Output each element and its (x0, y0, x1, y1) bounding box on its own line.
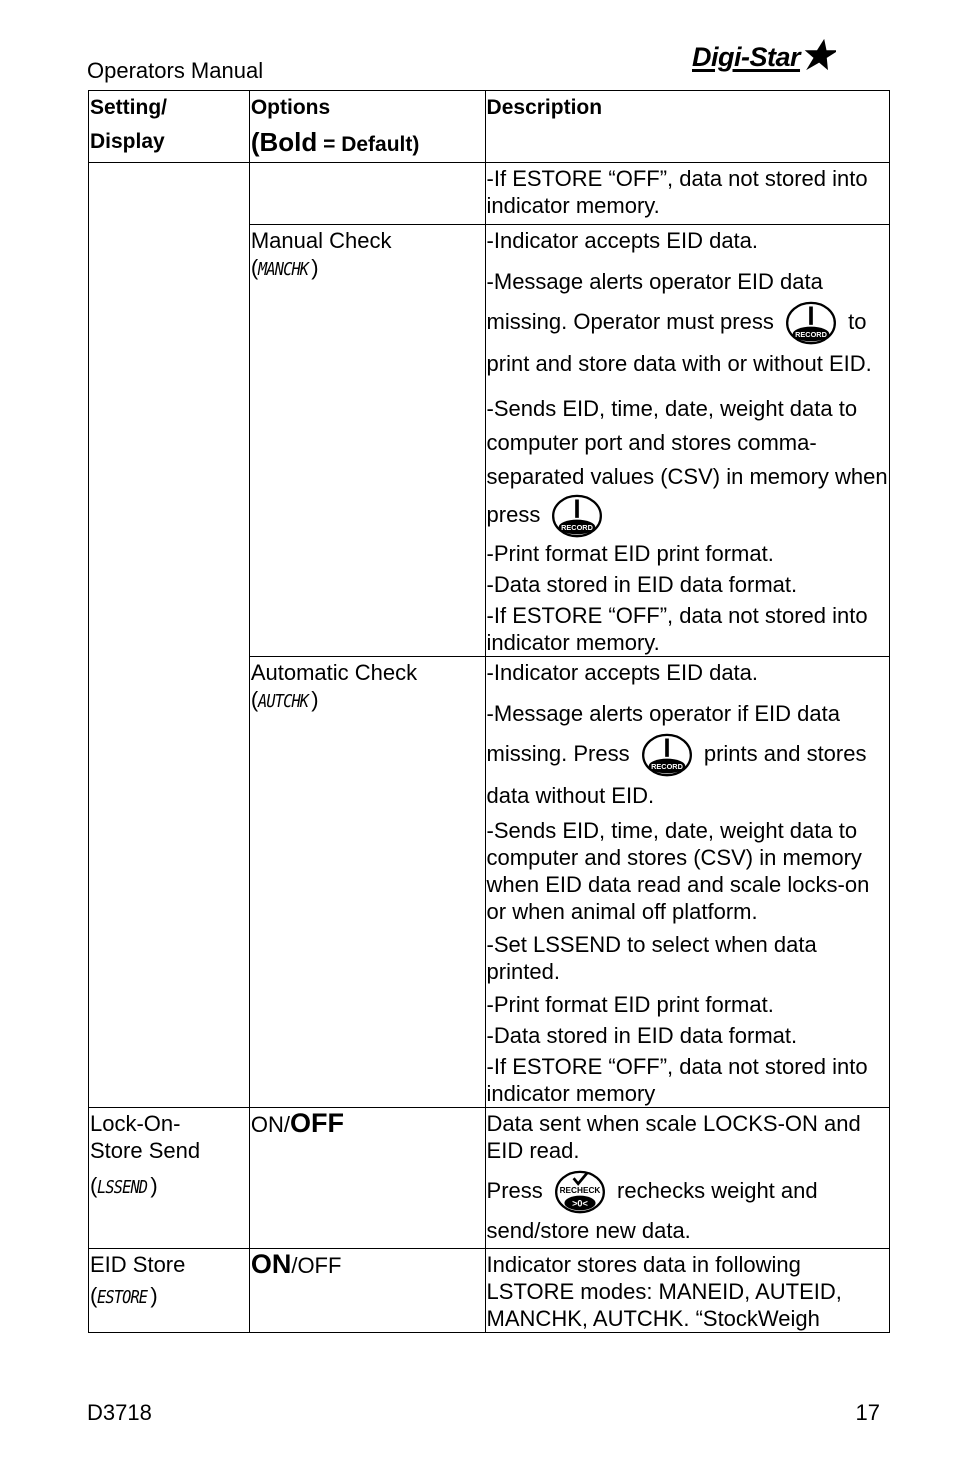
table-row-eid-store (89, 1249, 890, 1333)
option-automatic-check: Automatic Check (AUTCHK ) (249, 657, 485, 1108)
option-lssend: ON/OFF (249, 1108, 485, 1249)
record-key-icon (638, 733, 696, 777)
svg-text:RECHECK: RECHECK (559, 1185, 601, 1195)
description-lssend: Data sent when scale LOCKS-ON and EID read. Press RECHECK >0< rechecks weight and send/store new data. (485, 1108, 889, 1249)
svg-text:RECORD: RECORD (795, 329, 827, 339)
option-manual-check: Manual Check (MANCHK ) (249, 225, 485, 657)
setting-estore: EID Store (ESTORE ) (89, 1249, 250, 1333)
option-estore: ON/OFF (249, 1249, 485, 1333)
document-id: D3718 (87, 1400, 152, 1425)
description-cell: -If ESTORE “OFF”, data not stored into indicator memory. (485, 163, 889, 225)
recheck-key-icon (551, 1170, 609, 1214)
svg-text:RECORD: RECORD (561, 522, 594, 532)
lcd-code: MANCHK (258, 259, 309, 280)
description-estore: Indicator stores data in following LSTORE modes: MANEID, AUTEID, MANCHK, AUTCHK. “StockWeigh (485, 1249, 889, 1333)
svg-text:>0<: >0< (572, 1198, 588, 1209)
setting-lssend: Lock-On- Store Send (LSSEND ) (89, 1108, 250, 1249)
lcd-code: AUTCHK (258, 691, 309, 712)
record-key-icon (548, 494, 606, 538)
lcd-code: LSSEND (97, 1177, 148, 1198)
header-description: Description (485, 91, 889, 163)
lcd-code: ESTORE (97, 1287, 148, 1308)
manual-title: Operators Manual (87, 58, 264, 83)
option-cell-empty (249, 163, 485, 225)
record-key-icon (782, 301, 840, 345)
table-row-lock-on-store-send (89, 1108, 890, 1249)
description-manual-check: -Indicator accepts EID data. -Message alerts operator EID data missing. Operator must press RECORD to print and store data with or without EID. -Sends EID, time, date, weight data to computer port and stores comma-separated values (CSV) in memory when press RECORD -Print format EID print format. -Data stored in EID data format. -If ESTORE “OFF”, data not stored into indicator memory. (485, 225, 889, 657)
header-setting-display: Setting/ Display (89, 91, 250, 163)
logo-text: Digi-Star (692, 42, 801, 72)
settings-table (88, 90, 890, 1333)
header-options: Options (Bold = Default) (249, 91, 485, 163)
table-row (89, 163, 890, 225)
star-icon (798, 37, 836, 73)
page-number: 17 (855, 1400, 880, 1425)
table-header-row (89, 91, 890, 163)
description-automatic-check: -Indicator accepts EID data. -Message alerts operator if EID data missing. Press RECORD prints and stores data without EID. -Sends EID, time, date, weight data to computer and stores (CSV) in memory when EID data read and scale locks-on or when animal off platform. -Set LSSEND to select when data printed. -Print format EID print format. -Data stored in EID data format. -If ESTORE “OFF”, data not stored into indicator memory (485, 657, 889, 1108)
setting-cell-empty (89, 163, 250, 1108)
digi-star-logo (692, 42, 836, 73)
svg-text:RECORD: RECORD (650, 761, 683, 771)
